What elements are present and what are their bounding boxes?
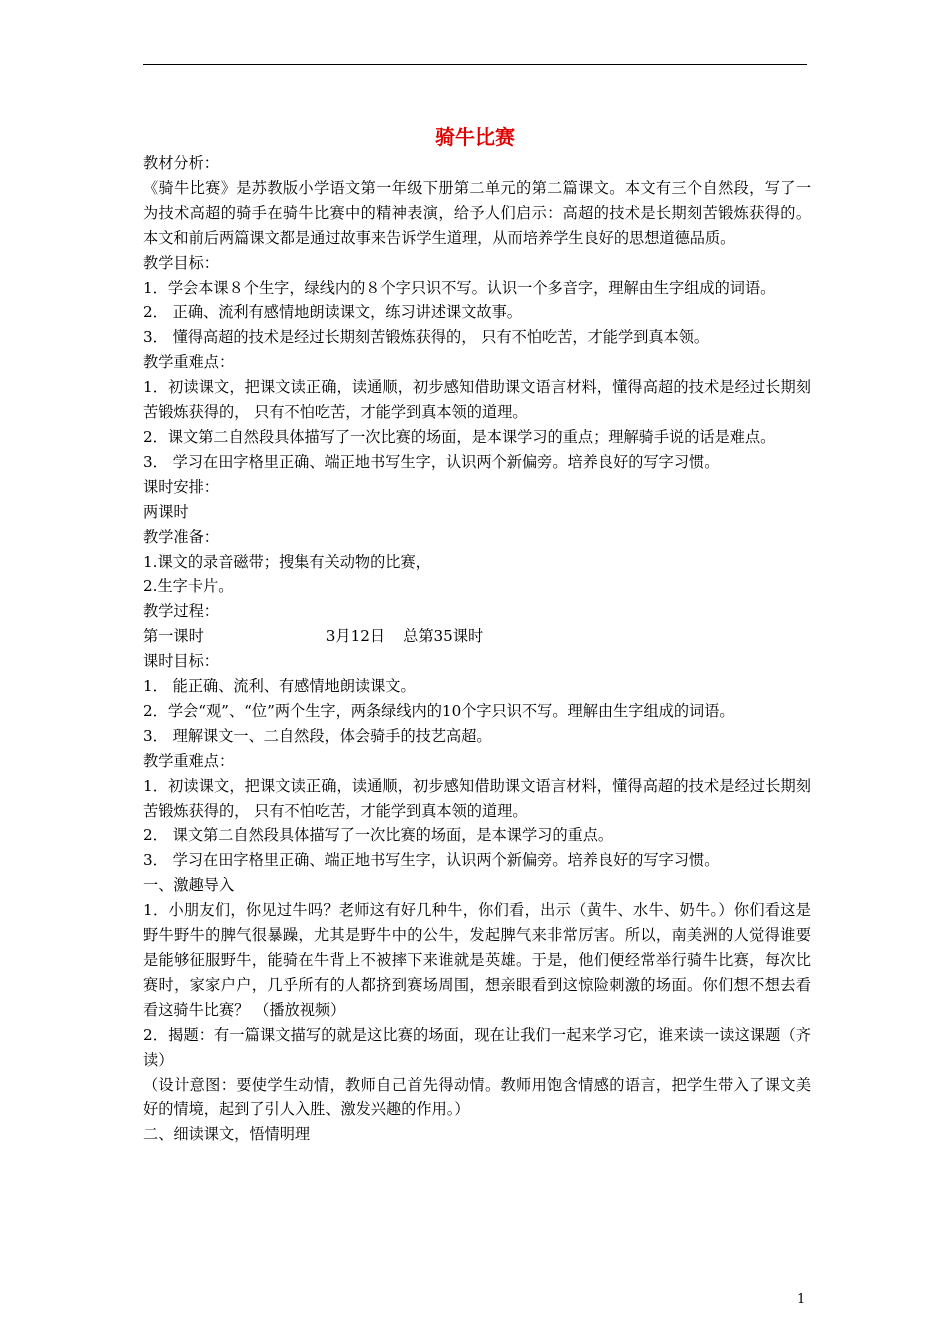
paragraph: 2．揭题：有一篇课文描写的就是这比赛的场面，现在让我们一起来学习它，谁来读一读这课题（齐读） bbox=[143, 1025, 811, 1069]
lesson-date: 3月12日 bbox=[325, 627, 386, 646]
paragraph: 教学过程： bbox=[143, 602, 219, 621]
paragraph: （设计意图：要使学生动情，教师自己首先得动情。教师用饱含情感的语言，把学生带入了课文美好的情境，起到了引人入胜、激发兴趣的作用。） bbox=[143, 1075, 811, 1119]
document-body bbox=[143, 151, 811, 1147]
lesson-info-row bbox=[143, 624, 811, 649]
paragraph: 1．初读课文，把课文读正确，读通顺，初步感知借助课文语言材料，懂得高超的技术是经过长期刻苦锻炼获得的， 只有不怕吃苦，才能学到真本领的道理。 bbox=[143, 776, 811, 820]
paragraph: 2．课文第二自然段具体描写了一次比赛的场面，是本课学习的重点；理解骑手说的话是难点。 bbox=[143, 427, 776, 446]
paragraph: 3． 懂得高超的技术是经过长期刻苦锻炼获得的， 只有不怕吃苦，才能学到真本领。 bbox=[143, 328, 710, 347]
paragraph: 《骑牛比赛》是苏教版小学语文第一年级下册第二单元的第二篇课文。本文有三个自然段，写了一为技术高超的骑手在骑牛比赛中的精神表演，给予人们启示：高超的技术是长期刻苦锻炼获得的。本文和前后两篇课文都是通过故事来告诉学生道理，从而培养学生良好的思想道德品质。 bbox=[143, 178, 811, 247]
paragraph: 教学重难点： bbox=[143, 751, 235, 770]
lesson-label: 第一课时 bbox=[143, 627, 204, 646]
lesson-total: 总第35课时 bbox=[403, 627, 484, 646]
paragraph: 1．小朋友们，你见过牛吗？老师这有好几种牛，你们看，出示（黄牛、水牛、奶牛。）你们看这是野牛野牛的脾气很暴躁，尤其是野牛中的公牛，发起脾气来非常厉害。所以，南美洲的人觉得谁要是能够征服野牛，能骑在牛背上不被摔下来谁就是英雄。于是，他们便经常举行骑牛比赛，每次比赛时，家家户户，几乎所有的人都挤到赛场周围，想亲眼看到这惊险刺激的场面。你们想不想去看看这骑牛比赛？ （播放视频） bbox=[143, 901, 811, 1019]
paragraph: 2.生字卡片。 bbox=[143, 577, 234, 596]
paragraph: 2． 课文第二自然段具体描写了一次比赛的场面，是本课学习的重点。 bbox=[143, 826, 614, 845]
paragraph: 教材分析： bbox=[143, 154, 219, 172]
paragraph: 一、激趣导入 bbox=[143, 876, 235, 895]
paragraph: 3． 学习在田字格里正确、端正地书写生字，认识两个新偏旁。培养良好的写字习惯。 bbox=[143, 452, 720, 471]
paragraph: 教学重难点： bbox=[143, 353, 235, 372]
paragraph: 二、细读课文，悟情明理 bbox=[143, 1125, 311, 1144]
document-title: 骑牛比赛 bbox=[435, 125, 515, 149]
paragraph: 教学目标： bbox=[143, 253, 219, 272]
paragraph: 2． 正确、流利有感情地朗读课文，练习讲述课文故事。 bbox=[143, 303, 522, 322]
paragraph: 1． 能正确、流利、有感情地朗读课文。 bbox=[143, 677, 416, 696]
header-rule bbox=[143, 64, 807, 65]
paragraph: 1.课文的录音磁带；搜集有关动物的比赛， bbox=[143, 552, 431, 571]
paragraph: 教学准备： bbox=[143, 527, 219, 546]
paragraph: 3． 学习在田字格里正确、端正地书写生字，认识两个新偏旁。培养良好的写字习惯。 bbox=[143, 851, 720, 870]
paragraph: 3． 理解课文一、二自然段，体会骑手的技艺高超。 bbox=[143, 726, 492, 745]
paragraph: 2．学会“观”、“位”两个生字，两条绿线内的10个字只识不写。理解由生字组成的词语。 bbox=[143, 701, 735, 720]
paragraph: 1．学会本课８个生字，绿线内的８个字只识不写。认识一个多音字，理解由生字组成的词语。 bbox=[143, 278, 776, 297]
paragraph: 两课时 bbox=[143, 502, 189, 521]
paragraph: 课时目标： bbox=[143, 652, 219, 671]
paragraph: 课时安排： bbox=[143, 477, 219, 496]
paragraph: 1．初读课文，把课文读正确，读通顺，初步感知借助课文语言材料，懂得高超的技术是经过长期刻苦锻炼获得的， 只有不怕吃苦，才能学到真本领的道理。 bbox=[143, 378, 811, 422]
page-number: 1 bbox=[797, 1292, 806, 1307]
